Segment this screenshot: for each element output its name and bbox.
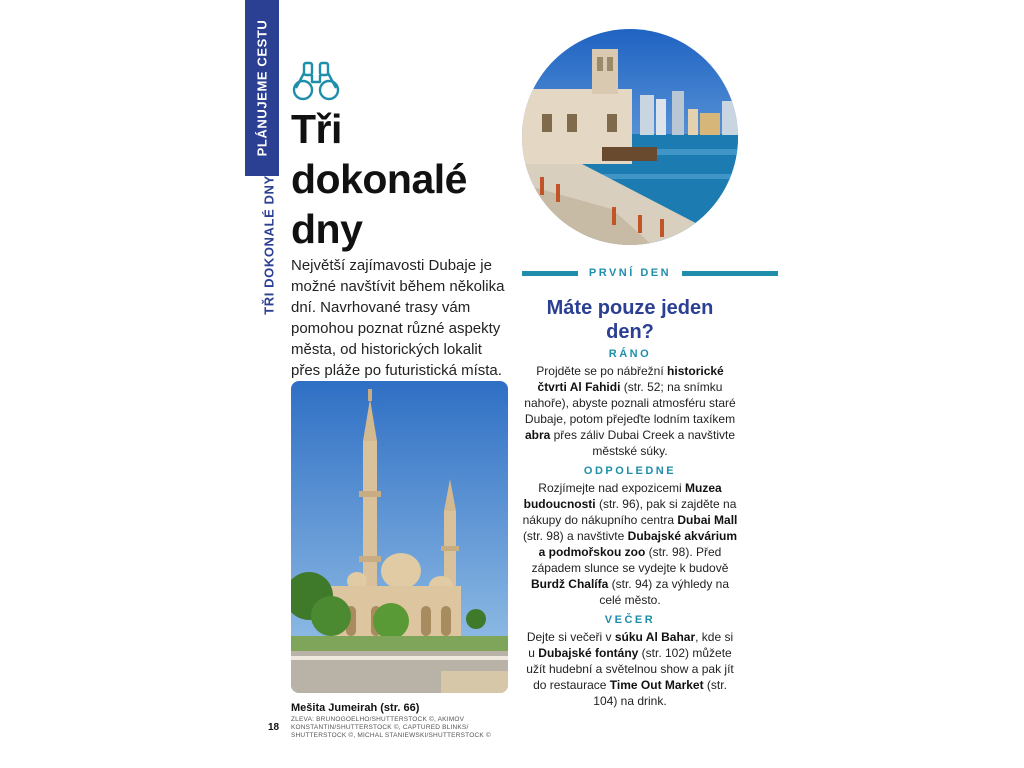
evening-text: Dejte si večeři v súku Al Bahar, kde si u Dubajské fontány (str. 102) můžete užít hudební a světelnou show a pak jít do restaurace Time Out Market (str. 104) na drink. [526,630,734,708]
mosque-photo [291,381,508,693]
morning-text: Projděte se po nábřežní historické čtvrti Al Fahidi (str. 52; na snímku nahoře), abyste poznali atmosféru staré Dubaje, potom přejeďte lodním taxíkem abra přes záliv Dubai Creek a navštivte městské súky. [524,364,736,458]
afternoon-title: ODPOLEDNE [583,465,677,477]
al-fahidi-photo [522,29,738,245]
day-divider-right [682,271,778,276]
title-line: Tři [291,106,342,152]
intro-paragraph: Největší zajímavosti Dubaje je možné navštívit během několika dní. Navrhované trasy vám pomohou poznat různé aspekty města, od historických lokalit přes pláže po futuristická místa. [291,257,505,379]
photo-credits: ZLEVA: BRUNOGOELHO/SHUTTERSTOCK ©, AKIMOV KONSTANTIN/SHUTTERSTOCK ©, CAPTURED BLINKS/ SHUTTERSTOCK ©, MICHAL STANIEWSKI/SHUTTERSTOCK © [291,716,491,739]
binoculars-icon [291,60,341,102]
chapter-label: TŘI DOKONALÉ DNY [261,175,277,315]
page-number: 18 [268,722,280,733]
section-tab-label: PLÁNUJEME CESTU [254,19,270,157]
day-label: PRVNÍ DEN [580,267,680,279]
evening-title: VEČER [604,614,656,626]
photo-caption: Mešita Jumeirah (str. 66) [291,702,420,714]
morning-title: RÁNO [608,348,652,360]
page-title [291,104,511,254]
title-line: dny [291,206,363,252]
title-line: dokonalé [291,156,467,202]
day-heading: Máte pouze jeden den? [546,297,714,343]
day-divider-left [522,271,578,276]
afternoon-text: Rozjímejte nad expozicemi Muzea budoucnosti (str. 96), pak si zajděte na nákupy do nákupního centra Dubai Mall (str. 98) a navštivte Dubajské akvárium a podmořskou zoo (str. 98). Před západem slunce se vydejte k budově Burdž Chalífa (str. 94) za výhledy na celé město. [522,481,738,607]
